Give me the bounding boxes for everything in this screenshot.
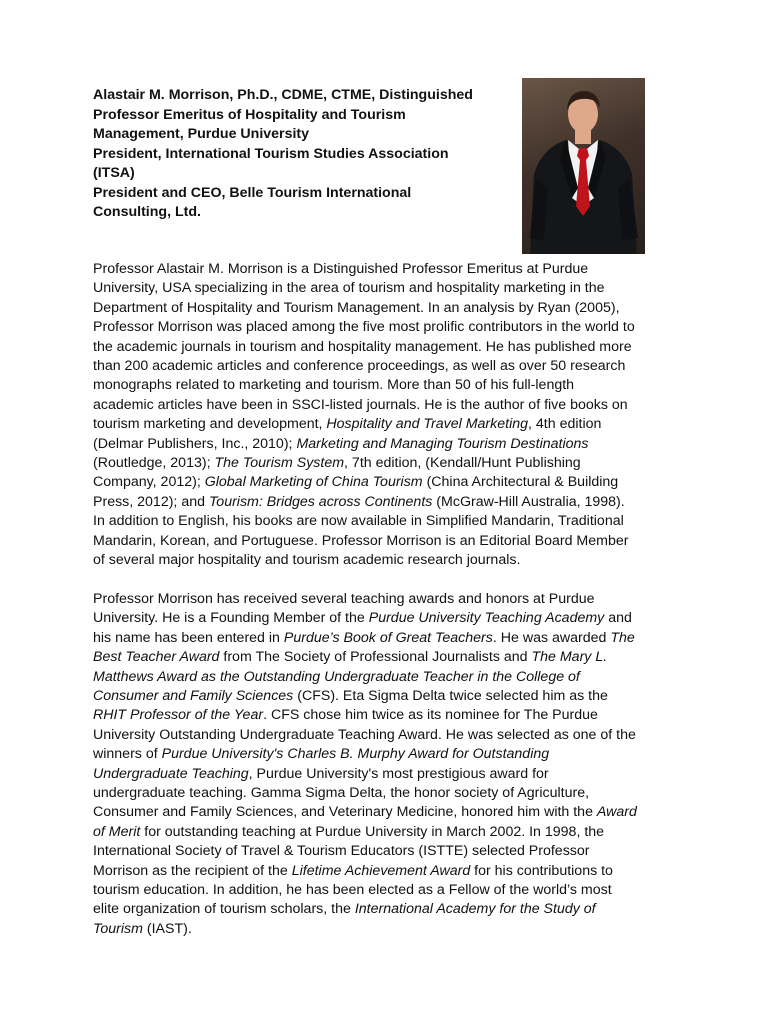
bio-body [93, 260, 693, 959]
text-line [93, 299, 693, 318]
text-segment: of several major hospitality and tourism academic research journals. [93, 552, 521, 569]
text-segment: University. He is a Founding Member of the [93, 610, 369, 627]
text-line [93, 706, 693, 725]
text-segment: Professor Morrison has received several teaching awards and honors at Purdue [93, 590, 595, 607]
text-line [93, 745, 693, 764]
text-line [93, 551, 693, 570]
text-segment: University Outstanding Undergraduate Teaching Award. He was selected as one of the [93, 726, 636, 743]
bio-heading [93, 86, 518, 223]
text-segment: monographs related to marketing and tourism. More than 50 of his full-length [93, 377, 575, 394]
text-segment: elite organization of tourism scholars, the [93, 901, 355, 918]
text-segment: University, USA specializing in the area of tourism and hospitality marketing in the [93, 280, 605, 297]
text-segment: . CFS chose him twice as its nominee for The Purdue [263, 707, 598, 724]
text-line [93, 376, 693, 395]
text-segment: from The Society of Professional Journalists and [219, 649, 532, 666]
heading-line: (ITSA) [93, 165, 135, 181]
text-line [93, 318, 693, 337]
italic-title: International Academy for the Study of [354, 901, 596, 918]
text-segment: In addition to English, his books are now available in Simplified Mandarin, Traditional [93, 513, 624, 530]
text-line [93, 260, 693, 279]
text-segment: (Delmar Publishers, Inc., 2010); [93, 435, 297, 452]
text-segment: Professor Morrison was placed among the five most prolific contributors in the world to [93, 319, 635, 336]
text-segment: for his contributions to [470, 862, 613, 879]
italic-title: Matthews Award as the Outstanding Undergraduate Teacher in the College of [93, 668, 580, 685]
text-segment: Professor Alastair M. Morrison is a Distinguished Professor Emeritus at Purdue [93, 261, 589, 277]
italic-title: Marketing and Managing Tourism Destinations [296, 435, 589, 452]
text-line [93, 668, 693, 687]
text-line [93, 629, 693, 648]
text-segment: undergraduate teaching. Gamma Sigma Delta, the honor society of Agriculture, [93, 784, 590, 801]
text-line [93, 512, 693, 531]
text-segment: Mandarin, Korean, and Portuguese. Professor Morrison is an Editorial Board Member [93, 532, 629, 549]
text-segment: . He was awarded [492, 629, 611, 646]
text-segment: Morrison as the recipient of the [93, 862, 292, 879]
text-segment: , Purdue University's most prestigious award for [248, 765, 549, 782]
italic-title: Best Teacher Award [93, 649, 220, 666]
heading-line: Consulting, Ltd. [93, 204, 201, 220]
text-line [93, 862, 693, 881]
text-segment: his name has been entered in [93, 629, 284, 646]
text-segment: than 200 academic articles and conference proceedings, as well as over 50 research [93, 358, 626, 375]
text-line [93, 842, 693, 861]
italic-title: Global Marketing of China Tourism [204, 474, 423, 491]
italic-title: Hospitality and Travel Marketing [326, 416, 529, 433]
text-line [93, 357, 693, 376]
text-line [93, 803, 693, 822]
italic-title: RHIT Professor of the Year [93, 707, 264, 724]
portrait-illustration [522, 78, 645, 254]
text-segment: (CFS). Eta Sigma Delta twice selected him as the [293, 687, 608, 704]
text-line [93, 900, 693, 919]
italic-title: Consumer and Family Sciences [93, 687, 294, 704]
text-segment: , 7th edition, (Kendall/Hunt Publishing [344, 455, 581, 472]
italic-title: Purdue University's Charles B. Murphy Award for Outstanding [161, 746, 550, 763]
italic-title: Purdue’s Book of Great Teachers [283, 629, 493, 646]
text-segment: (Routledge, 2013); [93, 455, 215, 472]
text-line [93, 473, 693, 492]
bio-paragraph [93, 590, 693, 939]
text-line [93, 784, 693, 803]
text-line [93, 415, 693, 434]
text-line [93, 435, 693, 454]
italic-title: Tourism [93, 920, 143, 937]
italic-title: The Tourism System [214, 455, 345, 472]
heading-line: Professor Emeritus of Hospitality and Tourism [93, 106, 406, 123]
text-line [93, 338, 693, 357]
text-line [93, 920, 693, 939]
text-segment: the academic journals in tourism and hospitality management. He has published more [93, 338, 632, 355]
italic-title: of Merit [93, 823, 141, 840]
text-segment: winners of [93, 746, 162, 763]
italic-title: The [610, 629, 635, 646]
text-line [93, 609, 693, 628]
text-line [93, 279, 693, 298]
text-segment: for outstanding teaching at Purdue University in March 2002. In 1998, the [140, 823, 605, 840]
italic-title: Tourism: Bridges across Continents [208, 493, 433, 510]
heading-line: President, International Tourism Studies Association [93, 145, 449, 162]
text-segment: (China Architectural & Building [422, 474, 619, 491]
text-line [93, 823, 693, 842]
text-line [93, 881, 693, 900]
text-segment: Consumer and Family Sciences, and Veterinary Medicine, honored him with the [93, 804, 597, 821]
text-segment: (McGraw-Hill Australia, 1998). [432, 493, 625, 510]
text-line [93, 687, 693, 706]
heading-line: President and CEO, Belle Tourism International [93, 184, 412, 201]
text-line [93, 590, 693, 609]
text-line [93, 765, 693, 784]
text-segment: tourism marketing and development, [93, 416, 327, 433]
text-line [93, 396, 693, 415]
portrait-photo [522, 78, 645, 254]
italic-title: Award [596, 804, 637, 821]
italic-title: Lifetime Achievement Award [291, 862, 471, 879]
text-segment: Company, 2012); [93, 474, 205, 491]
text-segment: (IAST). [142, 920, 192, 937]
italic-title: The Mary L. [531, 649, 608, 666]
bio-paragraph [93, 260, 693, 571]
text-line [93, 532, 693, 551]
text-line [93, 454, 693, 473]
text-segment: Department of Hospitality and Tourism Management. In an analysis by Ryan (2005), [93, 299, 620, 316]
text-segment: tourism education. In addition, he has been elected as a Fellow of the world’s most [93, 881, 612, 898]
heading-line: Alastair M. Morrison, Ph.D., CDME, CTME, Distinguished [93, 87, 473, 103]
text-line [93, 648, 693, 667]
text-segment: and [604, 610, 632, 627]
italic-title: Undergraduate Teaching [93, 765, 249, 782]
italic-title: Purdue University Teaching Academy [368, 610, 605, 627]
text-line [93, 493, 693, 512]
text-line [93, 726, 693, 745]
text-segment: International Society of Travel & Tourism Educators (ISTTE) selected Professor [93, 843, 590, 860]
text-segment: academic articles have been in SSCI-listed journals. He is the author of five books on [93, 396, 628, 413]
text-segment: , 4th edition [528, 416, 602, 433]
heading-line: Management, Purdue University [93, 126, 310, 142]
text-segment: Press, 2012); and [93, 493, 209, 510]
